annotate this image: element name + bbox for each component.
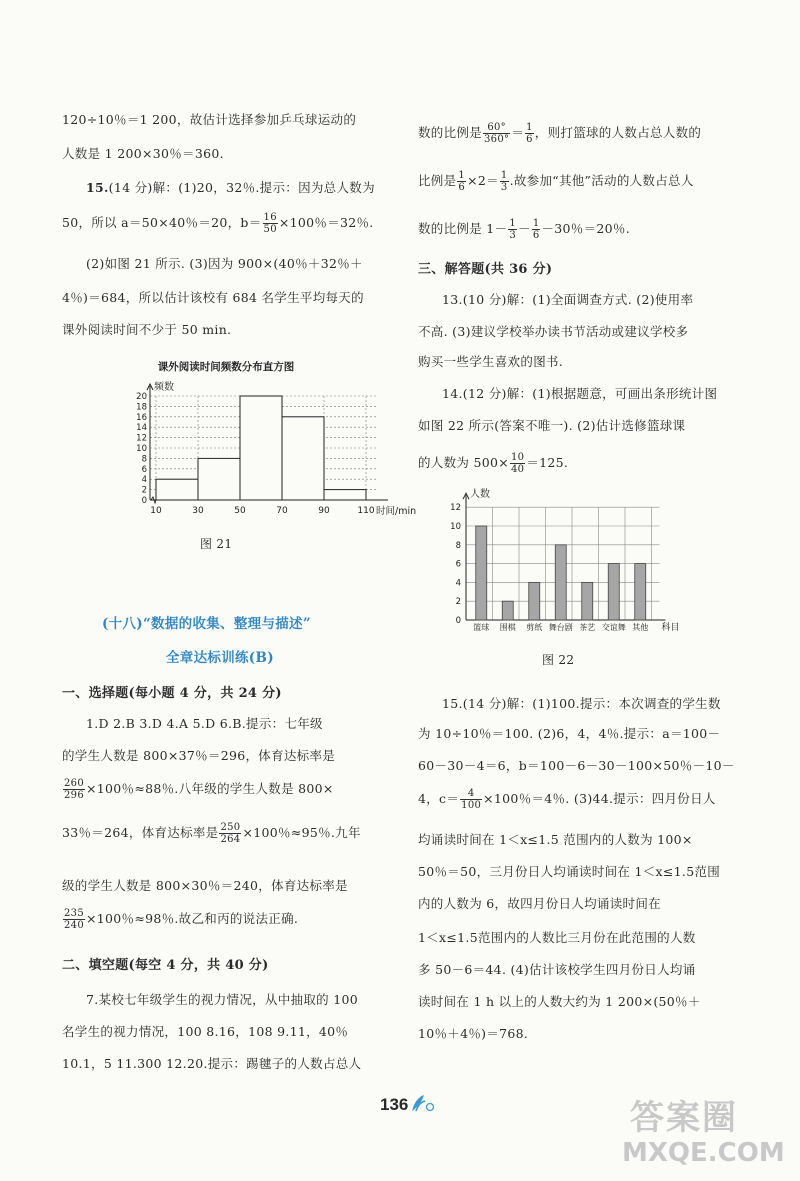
fraction — [263, 212, 278, 235]
text-line — [418, 788, 716, 811]
x-tick-label: 110 — [357, 506, 375, 516]
fraction — [483, 122, 510, 145]
histogram-bar — [198, 458, 240, 500]
y-tick-label: 0 — [141, 496, 147, 506]
x-tick-label: 10 — [150, 506, 162, 516]
denominator: 100 — [461, 800, 482, 811]
x-axis-label: 时间/min — [376, 506, 417, 517]
watermark — [600, 1090, 790, 1175]
histogram-bar — [156, 479, 198, 500]
y-tick-label: 16 — [136, 412, 147, 423]
bar — [476, 526, 487, 620]
section-title: (十八)“数据的收集、整理与描述” — [102, 616, 311, 632]
numerator: 1 — [458, 170, 466, 181]
bar — [608, 564, 619, 620]
y-tick-label: 6 — [141, 464, 147, 475]
text-line: 读时间在 1 h 以上的人数大约为 1 200×(50％＋ — [418, 994, 701, 1009]
text-span: .故参加“其他”活动的人数占总人 — [509, 173, 694, 188]
y-tick-label: 0 — [455, 616, 461, 626]
denominator: 6 — [532, 230, 540, 241]
text-line — [86, 180, 375, 196]
bar — [529, 582, 540, 620]
text-span: 50，所以 a＝50×40％＝20，b＝ — [62, 215, 262, 230]
text-span: 数的比例是 — [418, 125, 483, 140]
fraction — [63, 908, 85, 931]
text-line: 多 50－6＝44. (4)估计该校学生四月份日人均诵 — [418, 962, 696, 977]
page-number: 136 — [380, 1095, 409, 1114]
bar-chart — [418, 490, 748, 640]
numerator: 235 — [64, 908, 84, 919]
x-tick-label: 交谊舞 — [601, 623, 626, 632]
text-line: 14.(12 分)解：(1)根据题意，可画出条形统计图 — [442, 386, 718, 401]
x-tick-label: 30 — [192, 506, 204, 516]
text-line: 1.D 2.B 3.D 4.A 5.D 6.B.提示：七年级 — [86, 716, 323, 731]
text-line — [418, 218, 630, 241]
text-span: ×100％＝32％. — [278, 215, 374, 230]
text-line: 10％＋4％)＝768. — [418, 1026, 529, 1041]
text-line — [418, 122, 701, 145]
text-line: 内的人数为 6，故四月份日人均诵读时间在 — [418, 896, 661, 911]
denominator: 296 — [64, 790, 84, 801]
x-tick-label: 剪纸 — [526, 623, 543, 632]
denominator: 3 — [509, 230, 516, 241]
text-line — [418, 170, 694, 193]
leaf-logo-icon — [410, 1093, 436, 1113]
fraction — [460, 788, 482, 811]
bar — [582, 582, 593, 620]
y-axis-label: 频数 — [154, 382, 174, 393]
text-span: －30％＝20％. — [541, 221, 630, 236]
numerator: 260 — [64, 778, 84, 789]
denominator: 6 — [458, 182, 466, 193]
text-line: 13.(10 分)解：(1)全面调查方式. (2)使用率 — [442, 292, 694, 307]
numerator: 16 — [263, 212, 277, 223]
text-line: 均诵读时间在 1＜x≤1.5 范围内的人数为 100× — [418, 832, 693, 847]
x-tick-label: 茶艺 — [579, 623, 596, 632]
text-span: － — [518, 221, 531, 236]
y-tick-label: 8 — [141, 454, 147, 465]
text-span: ＝125. — [526, 455, 569, 470]
y-tick-label: 14 — [136, 423, 147, 434]
text-line: 不高. (3)建议学校举办读书节活动或建议学校多 — [418, 324, 689, 339]
text-span: ，则打篮球的人数占总人数的 — [534, 125, 702, 140]
denominator: 50 — [263, 224, 277, 235]
text-line: 课外阅读时间不少于 50 min. — [62, 322, 232, 337]
text-line — [62, 212, 374, 235]
text-line: 15.(14 分)解：(1)100.提示：本次调查的学生数 — [442, 696, 721, 711]
x-tick-label: 90 — [318, 506, 330, 516]
denominator: 240 — [64, 920, 84, 931]
text-span: ＝ — [511, 125, 525, 140]
watermark-text: 答案圈 — [630, 1098, 738, 1138]
fraction — [63, 778, 85, 801]
y-tick-label: 12 — [136, 433, 147, 444]
y-tick-label: 8 — [455, 540, 461, 551]
histogram-bar — [240, 396, 282, 500]
text-line: 名学生的视力情况，100 8.16，108 9.11，40％ — [62, 1024, 349, 1039]
fraction — [219, 822, 241, 845]
bar — [635, 564, 646, 620]
question-number: 15. — [86, 180, 109, 195]
bar — [555, 545, 566, 620]
heading-fill-in: 二、填空题(每空 4 分，共 40 分) — [62, 958, 269, 973]
figure-caption: 图 22 — [542, 653, 575, 667]
y-tick-label: 6 — [455, 559, 461, 570]
x-tick-label: 其他 — [632, 623, 649, 632]
x-tick-label: 篮球 — [473, 623, 490, 632]
text-line: 的学生人数是 800×37％＝296，体育达标率是 — [62, 748, 336, 763]
text-line: 如图 22 所示(答案不唯一). (2)估计选修篮球课 — [418, 418, 686, 433]
y-tick-label: 20 — [136, 392, 147, 402]
x-tick-label: 围棋 — [499, 623, 516, 632]
fraction — [457, 170, 466, 193]
denominator: 360° — [484, 134, 510, 145]
y-tick-label: 18 — [136, 402, 147, 413]
text-span: (14 分)解：(1)20，32％.提示：因为总人数为 — [108, 180, 375, 195]
text-line — [62, 822, 361, 845]
text-line: 7.某校七年级学生的视力情况，从中抽取的 100 — [86, 992, 358, 1007]
numerator: 1 — [526, 122, 533, 133]
text-line: 50％＝50，三月份日人均诵读时间在 1＜x≤1.5范围 — [418, 864, 721, 879]
heading-multiple-choice: 一、选择题(每小题 4 分，共 24 分) — [62, 686, 282, 701]
x-axis-label: 科目 — [661, 623, 680, 633]
histogram-bar — [282, 417, 324, 500]
y-tick-label: 4 — [455, 578, 461, 589]
y-tick-label: 10 — [136, 444, 147, 454]
text-line: 4％)＝684，所以估计该校有 684 名学生平均每天的 — [62, 290, 364, 305]
text-line — [418, 452, 568, 475]
text-span: ×2＝ — [467, 173, 499, 188]
text-line: 为 10÷10％＝100. (2)6，4，4％.提示：a＝100－ — [418, 726, 721, 741]
x-tick-label: 舞台剧 — [548, 623, 573, 632]
y-tick-label: 4 — [141, 475, 147, 486]
text-span: 数的比例是 1－ — [418, 221, 508, 236]
text-span: ×100％≈98％.故乙和丙的说法正确. — [86, 911, 299, 926]
fraction — [532, 218, 541, 241]
text-span: 33％＝264，体育达标率是 — [62, 825, 219, 840]
text-line: 60－30－4＝6，b＝100－6－30－100×50％－10－ — [418, 758, 735, 773]
y-tick-label: 12 — [450, 503, 461, 514]
text-line: 购买一些学生喜欢的图书. — [418, 354, 564, 369]
text-span: 4，c＝ — [418, 791, 460, 806]
denominator: 40 — [511, 464, 525, 475]
text-line: 10.1，5 11.300 12.20.提示：踢毽子的人数占总人 — [62, 1056, 362, 1071]
chart-title: 课外阅读时间频数分布直方图 — [157, 361, 295, 373]
text-span: ×100％≈95％.九年 — [242, 825, 361, 840]
heading-answers: 三、解答题(共 36 分) — [418, 262, 553, 277]
numerator: 1 — [509, 218, 516, 229]
x-tick-label: 50 — [234, 506, 246, 516]
text-line: (2)如图 21 所示. (3)因为 900×(40％＋32％＋ — [86, 256, 363, 271]
denominator: 264 — [220, 834, 241, 845]
watermark-url: MXQE.COM — [622, 1138, 785, 1168]
text-line: 级的学生人数是 800×30％＝240，体育达标率是 — [62, 878, 348, 893]
section-subtitle: 全章达标训练(B) — [166, 650, 274, 666]
numerator: 1 — [500, 170, 508, 181]
numerator: 4 — [460, 788, 482, 800]
text-line — [62, 908, 298, 931]
numerator: 250 — [220, 822, 241, 833]
x-tick-label: 70 — [276, 506, 288, 516]
numerator: 10 — [511, 452, 525, 463]
y-tick-label: 2 — [141, 485, 147, 496]
text-line: 120÷10％＝1 200，故估计选择参加乒乓球运动的 — [62, 112, 357, 127]
numerator: 1 — [532, 218, 540, 229]
text-span: 的人数为 500× — [418, 455, 510, 470]
fraction — [510, 452, 525, 475]
denominator: 3 — [500, 182, 508, 193]
fraction — [508, 218, 517, 241]
text-span: ×100％≈88％.八年级的学生人数是 800× — [86, 781, 334, 796]
fraction — [525, 122, 534, 145]
histogram-chart — [62, 358, 417, 538]
text-span: ×100％＝4％. (3)44.提示：四月份日人 — [483, 791, 716, 806]
histogram-bar — [324, 490, 366, 500]
text-line — [62, 778, 334, 801]
y-axis-label: 人数 — [470, 489, 490, 501]
fraction — [500, 170, 509, 193]
denominator: 6 — [526, 134, 533, 145]
bar — [502, 601, 513, 620]
y-tick-label: 10 — [450, 522, 461, 532]
text-span: 比例是 — [418, 173, 457, 188]
text-line: 1＜x≤1.5范围内的人数比三月份在此范围的人数 — [418, 930, 696, 945]
text-line: 人数是 1 200×30％＝360. — [62, 146, 224, 161]
figure-caption: 图 21 — [200, 537, 233, 551]
numerator: 60° — [483, 122, 510, 134]
y-tick-label: 2 — [455, 597, 461, 608]
